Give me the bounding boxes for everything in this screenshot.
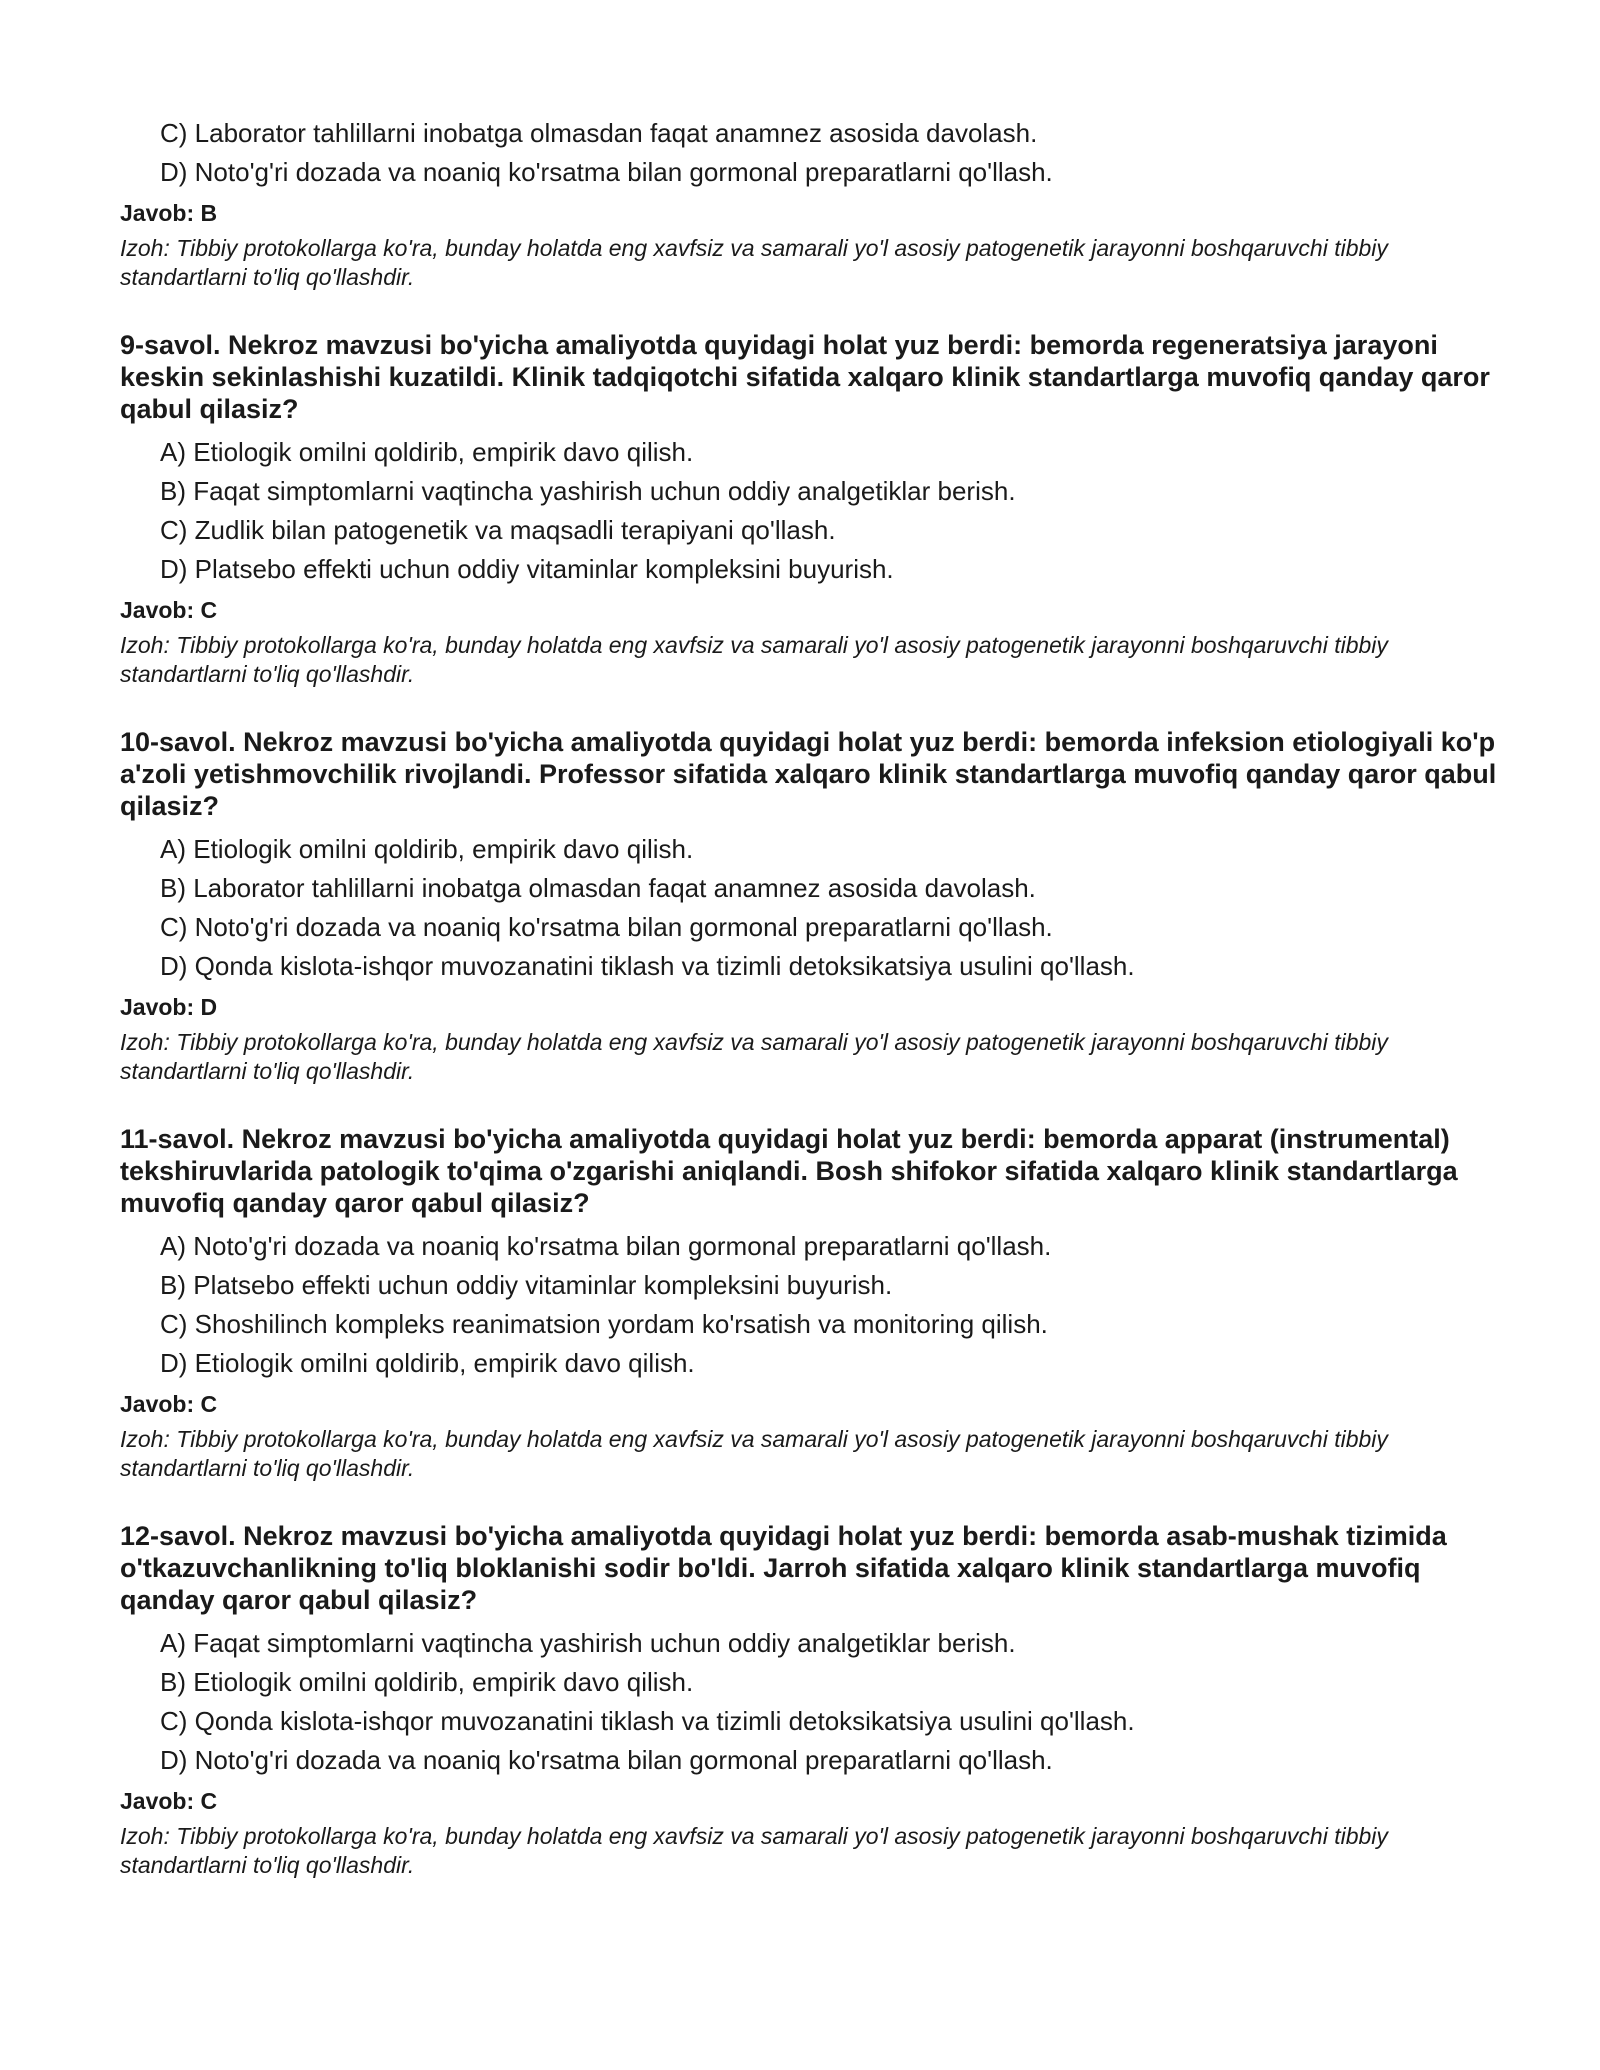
answer-option: A) Etiologik omilni qoldirib, empirik davo qilish. bbox=[160, 437, 694, 467]
answer-option: C) Qonda kislota-ishqor muvozanatini tiklash va tizimli detoksikatsiya usulini qo'llash. bbox=[160, 1706, 1135, 1736]
correct-answer: Javob: C bbox=[120, 1788, 218, 1814]
question-text: 12-savol. Nekroz mavzusi bo'yicha amaliyotda quyidagi holat yuz berdi: bemorda asab-mushak tizimida o'tkazuvchanlikning to'liq bloklanishi sodir bo'ldi. Jarroh sifatida xalqaro klinik standartlarga muvofiq qanday qaror qabul qilasiz? bbox=[120, 1521, 1447, 1615]
correct-answer: Javob: C bbox=[120, 597, 218, 623]
explanation-note: Izoh: Tibbiy protokollarga ko'ra, bunday holatda eng xavfsiz va samarali yo'l asosiy patogenetik jarayonni boshqaruvchi tibbiy standartlarni to'liq qo'llashdir. bbox=[120, 632, 1388, 687]
explanation-note: Izoh: Tibbiy protokollarga ko'ra, bunday holatda eng xavfsiz va samarali yo'l asosiy patogenetik jarayonni boshqaruvchi tibbiy standartlarni to'liq qo'llashdir. bbox=[120, 235, 1388, 290]
correct-answer: Javob: D bbox=[120, 994, 218, 1020]
answer-option: D) Qonda kislota-ishqor muvozanatini tiklash va tizimli detoksikatsiya usulini qo'llash. bbox=[160, 951, 1135, 981]
answer-option: A) Noto'g'ri dozada va noaniq ko'rsatma bilan gormonal preparatlarni qo'llash. bbox=[160, 1231, 1052, 1261]
answer-option: B) Platsebo effekti uchun oddiy vitaminlar kompleksini buyurish. bbox=[160, 1270, 893, 1300]
explanation-note: Izoh: Tibbiy protokollarga ko'ra, bunday holatda eng xavfsiz va samarali yo'l asosiy patogenetik jarayonni boshqaruvchi tibbiy standartlarni to'liq qo'llashdir. bbox=[120, 1426, 1388, 1481]
correct-answer: Javob: B bbox=[120, 200, 218, 226]
answer-option: C) Laborator tahlillarni inobatga olmasdan faqat anamnez asosida davolash. bbox=[160, 118, 1038, 148]
answer-option: B) Faqat simptomlarni vaqtincha yashirish uchun oddiy analgetiklar berish. bbox=[160, 476, 1016, 506]
answer-option: D) Etiologik omilni qoldirib, empirik davo qilish. bbox=[160, 1348, 695, 1378]
question-block-9 bbox=[120, 329, 1500, 689]
explanation-note: Izoh: Tibbiy protokollarga ko'ra, bunday holatda eng xavfsiz va samarali yo'l asosiy patogenetik jarayonni boshqaruvchi tibbiy standartlarni to'liq qo'llashdir. bbox=[120, 1823, 1388, 1878]
question-text: 11-savol. Nekroz mavzusi bo'yicha amaliyotda quyidagi holat yuz berdi: bemorda apparat (instrumental) tekshiruvlarida patologik to'qima o'zgarishi aniqlandi. Bosh shifokor sifatida xalqaro klinik standartlarga muvofiq qanday qaror qabul qilasiz? bbox=[120, 1124, 1458, 1218]
explanation-note: Izoh: Tibbiy protokollarga ko'ra, bunday holatda eng xavfsiz va samarali yo'l asosiy patogenetik jarayonni boshqaruvchi tibbiy standartlarni to'liq qo'llashdir. bbox=[120, 1029, 1388, 1084]
question-text: 9-savol. Nekroz mavzusi bo'yicha amaliyotda quyidagi holat yuz berdi: bemorda regeneratsiya jarayoni keskin sekinlashishi kuzatildi. Klinik tadqiqotchi sifatida xalqaro klinik standartlarga muvofiq qanday qaror qabul qilasiz? bbox=[120, 330, 1490, 424]
answer-option: B) Laborator tahlillarni inobatga olmasdan faqat anamnez asosida davolash. bbox=[160, 873, 1036, 903]
answer-option: A) Faqat simptomlarni vaqtincha yashirish uchun oddiy analgetiklar berish. bbox=[160, 1628, 1016, 1658]
answer-option: C) Shoshilinch kompleks reanimatsion yordam ko'rsatish va monitoring qilish. bbox=[160, 1309, 1048, 1339]
answer-option: D) Noto'g'ri dozada va noaniq ko'rsatma bilan gormonal preparatlarni qo'llash. bbox=[160, 1745, 1053, 1775]
correct-answer: Javob: C bbox=[120, 1391, 218, 1417]
answer-option: C) Noto'g'ri dozada va noaniq ko'rsatma bilan gormonal preparatlarni qo'llash. bbox=[160, 912, 1053, 942]
question-block-10 bbox=[120, 726, 1500, 1086]
answer-option: B) Etiologik omilni qoldirib, empirik davo qilish. bbox=[160, 1667, 694, 1697]
question-block-12 bbox=[120, 1520, 1500, 1880]
answer-option: C) Zudlik bilan patogenetik va maqsadli terapiyani qo'llash. bbox=[160, 515, 836, 545]
previous-question-fragment bbox=[120, 118, 1500, 292]
answer-option: D) Noto'g'ri dozada va noaniq ko'rsatma bilan gormonal preparatlarni qo'llash. bbox=[160, 157, 1053, 187]
document-content bbox=[120, 118, 1500, 1880]
question-block-11 bbox=[120, 1123, 1500, 1483]
answer-option: A) Etiologik omilni qoldirib, empirik davo qilish. bbox=[160, 834, 694, 864]
question-text: 10-savol. Nekroz mavzusi bo'yicha amaliyotda quyidagi holat yuz berdi: bemorda infeksion etiologiyali ko'p a'zoli yetishmovchilik rivojlandi. Professor sifatida xalqaro klinik standartlarga muvofiq qanday qaror qabul qilasiz? bbox=[120, 727, 1497, 821]
answer-option: D) Platsebo effekti uchun oddiy vitaminlar kompleksini buyurish. bbox=[160, 554, 894, 584]
